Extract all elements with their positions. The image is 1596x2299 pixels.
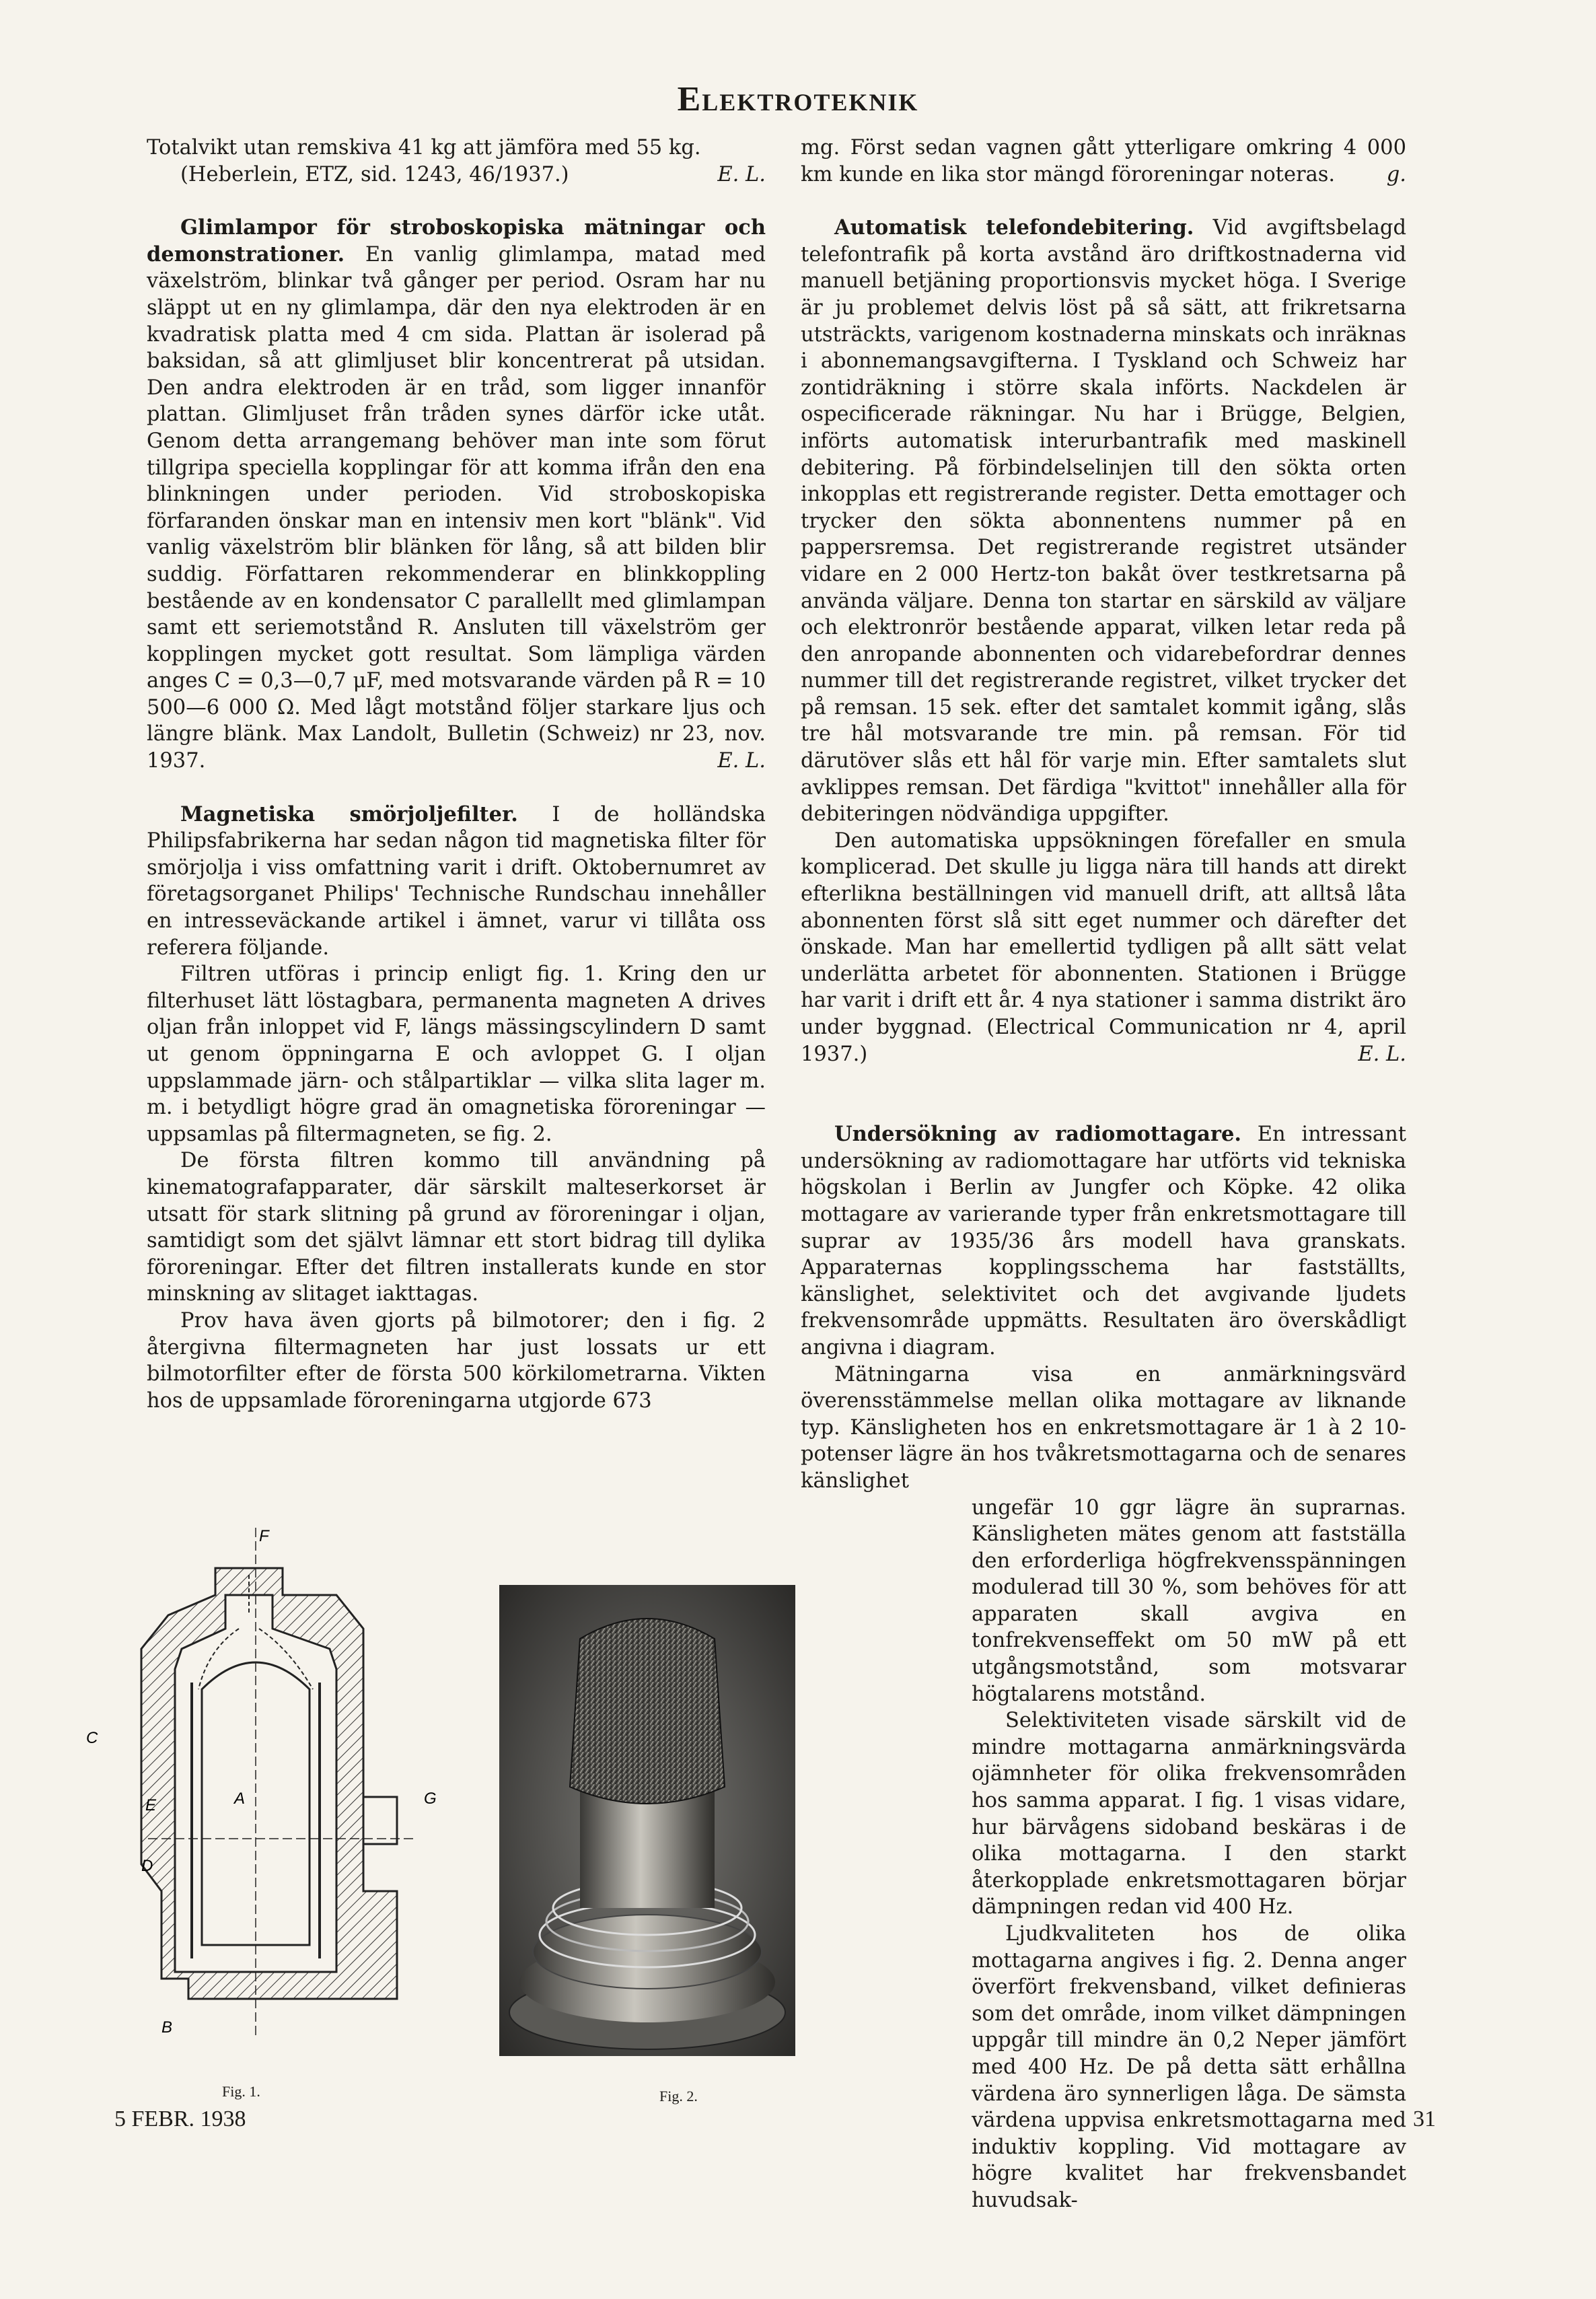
paragraph: De första filtren kommo till användning på kinematografapparater, där särskilt malteserkorset är utsatt för stark slitning på grund av föroreningar i oljan, samtidigt som det självt lämnar ett stort bidrag till dylika föroreningar. Efter det filtren installerats kunde en stor minskning av slitaget iakttagas. bbox=[147, 1149, 766, 1306]
fig1-label-g: G bbox=[424, 1790, 437, 1808]
page-title: Elektroteknik bbox=[677, 80, 919, 118]
fig1-caption: Fig. 1. bbox=[222, 2083, 260, 2100]
article-body: I de holländska Philipsfabrikerna har sedan någon tid magnetiska filter för smörjolja i viss omfattning varit i drift. Oktobernumret av företagsorganet Philips' Technische Rundschau innehåller en intresseväckande artikel i ämnet, varur vi tillåta oss referera följande. bbox=[147, 802, 766, 960]
article-body: En vanlig glimlampa, matad med växelström, blinkar två gånger per period. Osram har nu släppt ut en ny glimlampa, där den nya elektroden är en kvadratisk platta med 4 cm sida. Plattan är isolerad på baksidan, så att glimljuset blir koncentrerat på utsidan. Den andra elektroden är en tråd, som ligger innanför plattan. Glimljuset från tråden synes därför icke utåt. Genom detta arrangemang behöver man inte som förut tillgripa speciella kopplingar för att komma ifrån den ena blinkningen under perioden. Vid stroboskopiska förfaranden önskar man en intensiv men kort "blänk". Vid vanlig växelström blir blänken för lång, så att bilden blir suddig. Författaren rekommenderar en blinkkoppling bestående av en kondensator C parallellt med glimlampan samt ett seriemotstånd R. Ansluten till växelström ger kopplingen mycket gott resultat. Som lämpliga värden anges C = 0,3—0,7 μF, med motsvarande värden på R = 10 500—6 000 Ω. Med lågt motstånd följer starkare ljus och längre blänk. Max Landolt, Bulletin (Schweiz) nr 23, nov. 1937. bbox=[147, 242, 766, 773]
fig2-photo bbox=[499, 1585, 795, 2056]
article-heading: Magnetiska smörjoljefilter. bbox=[180, 802, 518, 826]
fig1-label-c: C bbox=[86, 1729, 98, 1747]
author-signature: E. L. bbox=[1358, 1042, 1406, 1066]
paragraph: ungefär 10 ggr lägre än suprarnas. Känsligheten mätes genom att fastställa den erforderliga högfrekvensspänningen modulerad till 30 %, som behöves för att apparaten skall avgiva en tonfrekvenseffekt om 50 mW på ett utgångsmotstånd, som motsvarar högtalarens motstånd. bbox=[972, 1495, 1406, 1706]
fig1-label-b: B bbox=[161, 2018, 173, 2037]
author-signature: g. bbox=[1386, 162, 1406, 186]
left-column bbox=[147, 135, 766, 1414]
reference-line bbox=[147, 162, 766, 188]
fig1-filter-diagram bbox=[81, 1514, 458, 2053]
paragraph: Filtren utföras i princip enligt fig. 1. Kring den ur filterhuset lätt löstagbara, permanenta magneten A drives oljan från inloppet vid F, längs mässingscylindern D samt ut genom öppningarna E och avloppet G. I oljan uppslammade järn- och stålpartiklar — vilka slita lager m. m. i betydligt högre grad än omagnetiska föroreningar — uppsamlas på filtermagneten, se fig. 2. bbox=[147, 962, 766, 1146]
narrow-text-block bbox=[972, 1495, 1406, 2214]
fig1-label-e: E bbox=[145, 1796, 157, 1814]
author-signature: E. L. bbox=[717, 749, 766, 773]
fig2-caption: Fig. 2. bbox=[659, 2088, 698, 2105]
paragraph: Mätningarna visa en anmärkningsvärd överensstämmelse mellan olika mottagare av liknande typ. Känsligheten hos en enkretsmottagare är 1 à 2 10-potenser lägre än hos tvåkretsmottagarna och de senares känslighet bbox=[801, 1362, 1406, 1493]
paragraph: Selektiviteten visade särskilt vid de mindre mottagarna anmärkningsvärda ojämnheter för olika frekvensområden hos samma apparat. I fig. 1 visas vidare, hur bärvågens sidoband beskäras i de olika mottagarna. I den starkt återkopplade enkretsmottagaren börjar dämpningen redan vid 400 Hz. bbox=[972, 1709, 1406, 1919]
paragraph: Ljudkvaliteten hos de olika mottagarna angives i fig. 2. Denna anger överfört frekvensband, vilket definieras som det område, inom vilket dämpningen uppgår till mindre än 0,2 Neper jämfört med 400 Hz. De på detta sätt erhållna värdena äro synnerligen låga. De sämsta värdena uppvisa enkretsmottagarna med induktiv koppling. Vid mottagare av högre kvalitet har frekvensbandet huvudsak- bbox=[972, 1922, 1406, 2212]
fig1-label-d: D bbox=[141, 1857, 153, 1875]
article-body: En intressant undersökning av radiomottagare har utförts vid tekniska högskolan i Berlin av Jungfer och Köpke. 42 olika mottagare av varierande typer från enkretsmottagare till suprar av 1935/36 års modell hava granskats. Apparaternas kopplingsschema har fastställts, känslighet, selektivitet och det avgivande ljudets frekvensområde uppmätts. Resultaten äro överskådligt angivna i diagram. bbox=[801, 1123, 1406, 1359]
article-heading: Undersökning av radiomottagare. bbox=[834, 1122, 1242, 1147]
author-signature: E. L. bbox=[717, 162, 766, 186]
article-smorjoljefilter bbox=[147, 802, 766, 962]
paragraph: Prov hava även gjorts på bilmotorer; den i fig. 2 återgivna filtermagneten har just lossats ur ett bilmotorfilter efter de första 500 körkilometrarna. Vikten hos de uppsamlade föroreningarna utgjorde 673 bbox=[147, 1308, 766, 1413]
right-column bbox=[801, 135, 1406, 2214]
article-glimlampor bbox=[147, 215, 766, 774]
continued-paragraph: Totalvikt utan remskiva 41 kg att jämföra med 55 kg. bbox=[147, 136, 701, 160]
reference-text: (Heberlein, ETZ, sid. 1243, 46/1937.) bbox=[180, 162, 569, 186]
article-heading: Automatisk telefondebitering. bbox=[834, 215, 1194, 240]
article-heading: Glimlampor för stroboskopiska mätningar och demonstrationer. bbox=[147, 215, 766, 267]
issue-date: 5 FEBR. 1938 bbox=[114, 2107, 246, 2131]
article-radiomottagare bbox=[801, 1121, 1406, 1361]
article-telefondebitering bbox=[801, 215, 1406, 828]
page-number: 31 bbox=[1413, 2107, 1436, 2131]
paragraph bbox=[801, 828, 1406, 1067]
fig1-label-f: F bbox=[259, 1527, 269, 1545]
fig1-label-a: A bbox=[234, 1790, 246, 1808]
article-body: Vid avgiftsbelagd telefontrafik på korta avstånd äro driftkostnaderna vid manuell betjäning proportionsvis mycket höga. I Sverige är ju problemet delvis löst på så sätt, att frikretsarna utsträckts, varigenom kostnaderna minskats och inräknas i abonnemangsavgifterna. I Tyskland och Schweiz har zontidräkning i större skala införts. Nackdelen är ospecificerade räkningar. Nu har i Brügge, Belgien, införts automatisk interurbantrafik med maskinell debitering. På förbindelselinjen till den sökta orten inkopplas ett registrerande register. Detta emottager och trycker den sökta abonnentens nummer på en pappersremsa. Det registrerande registret utsänder vidare en 2 000 Hertz-ton bakåt över testkretsarna på använda väljare. Denna ton startar en särskild av väljare och elektronrör bestående apparat, vilken letar reda på den anropande abonnenten och vidarebefordrar dennes nummer till det registrerande registret, vilket trycker det på remsan. 15 sek. efter det samtalet kommit igång, slås tre hål motsvarande tre min. på remsan. För tid därutöver slås ett hål för varje min. Efter samtalets slut avklippes remsan. Det färdiga "kvittot" innehåller alla för debiteringen nödvändiga uppgifter. bbox=[801, 216, 1406, 826]
continued-paragraph bbox=[801, 135, 1406, 188]
paragraph-text: mg. Först sedan vagnen gått ytterligare omkring 4 000 km kunde en lika stor mängd föroreningar noteras. bbox=[801, 136, 1406, 186]
paragraph-text: Den automatiska uppsökningen förefaller en smula komplicerad. Det skulle ju ligga nära till hands att direkt efterlikna beställningen vid manuell drift, att alltså låta abonnenten först slå sitt eget nummer och därefter det önskade. Man har emellertid tydligen på allt sätt velat underlätta arbetet för abonnenten. Stationen i Brügge har varit i drift ett år. 4 nya stationer i samma distrikt äro under byggnad. (Electrical Communication nr 4, april 1937.) bbox=[801, 828, 1406, 1066]
